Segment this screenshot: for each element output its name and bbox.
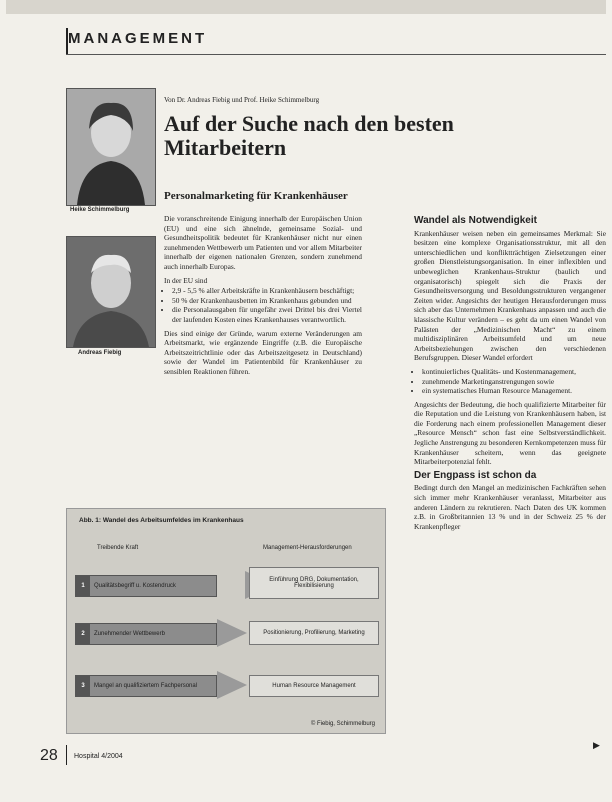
figure-number: 3 — [76, 676, 90, 696]
figure-driver-1 — [75, 575, 217, 597]
figure-title: Abb. 1: Wandel des Arbeitsumfeldes im Krankenhaus — [79, 517, 244, 524]
figure-left-header: Treibende Kraft — [97, 545, 139, 551]
figure-challenge-1: Einführung DRG, Dokumentation, Flexibilisierung — [249, 567, 379, 599]
section-heading-engpass: Der Engpass ist schon da — [414, 469, 537, 481]
figure-driver-label: Zunehmender Wettbewerb — [94, 631, 165, 637]
paragraph: Dies sind einige der Gründe, warum externe Veränderungen am Arbeitsmarkt, wie ergänzende Eingriffe (z.B. die Europäische Arbeitszeitrichtlinie oder das Arbeitszeitgesetz in Deutschland) sowie der Wandel im Patientenbild für Krankenhäuser zu sensiblen Reaktionen führen. — [164, 328, 362, 376]
paragraph: Bedingt durch den Mangel an medizinischen Fachkräften sehen sich immer mehr Krankenhäuser veranlasst, Mitarbeiter aus anderen Ländern zu rekrutieren. Nach Daten des UK kommen z.B. in Großbritannien 13 % und in der Schweiz 25 % der Krankenpfleger — [414, 483, 606, 531]
figure-credit: © Fiebig, Schimmelburg — [310, 721, 375, 727]
list-item: • zunehmende Marketinganstrengungen sowie — [422, 377, 606, 387]
figure-challenge-2: Positionierung, Profilierung, Marketing — [249, 621, 379, 645]
list-item: • ein systematisches Human Resource Management. — [422, 386, 606, 396]
page-number: 28 — [40, 747, 58, 764]
figure-number: 2 — [76, 624, 90, 644]
paragraph: In der EU sind — [164, 275, 208, 285]
portrait-man-icon — [67, 237, 155, 347]
arrow-right-icon — [217, 619, 247, 647]
section-heading-wandel: Wandel als Notwendigkeit — [414, 215, 537, 226]
byline: Von Dr. Andreas Fiebig und Prof. Heike Schimmelburg — [164, 96, 320, 104]
figure-driver-2 — [75, 623, 217, 645]
section-heading: MANAGEMENT — [68, 30, 208, 47]
text-column-2 — [414, 214, 606, 535]
author-photo-1 — [66, 88, 156, 206]
list-item: • 50 % der Krankenhausbetten im Krankenhaus gebunden und — [172, 296, 362, 306]
continue-arrow-icon: ▶ — [593, 740, 600, 750]
author-caption-2: Andreas Fiebig — [78, 350, 122, 356]
scan-top-edge — [6, 0, 606, 14]
figure-challenge-3: Human Resource Management — [249, 675, 379, 697]
figure-driver-label: Qualitätsbegriff u. Kostendruck — [94, 583, 176, 589]
paragraph: Angesichts der Bedeutung, die hoch qualifizierte Mitarbeiter für die Reputation und die Leistung von Krankenhäusern haben, ist die Forderung nach einem professionellen Management dieser „Resource Mensch“ schon fast eine Selbstverständlichkeit. Jegliche Anstrengung zu besonderen Kernkompetenzen muss für Krankenhäuser scheitern, wenn das geeignete Mitarbeiterpotenzial fehlt. — [414, 399, 606, 467]
figure-right-header: Management-Herausforderungen — [263, 545, 352, 551]
footer-rule — [66, 745, 67, 765]
paragraph: Krankenhäuser weisen neben ein gemeinsames Merkmal: Sie besitzen eine komplexe Organisationsstruktur, mit all den unterschiedlichen und konfliktträchtigen Zielsetzungen einer großen Dienstleistungsorganisation. In einer inflexiblen und unbeweglichen Krankenhaus-Struktur (baulich und organisatorisch) spiegelt sich die Praxis der Gesundheitsversorgung und Besoldungsstrukturen vergangener Zeiten wider. Angesichts der heutigen Herausforderungen muss sich aber das Unternehmen Krankenhaus anpassen und auch die klassische Kultur verändern – es geht da um einen Wandel von Palästen der „Medizinischen Macht“ zu einem multidisziplinären Arbeitsumfeld und um neue Arbeitsbeziehungen zwischen den verschiedenen Berufsgruppen. Dieser Wandel erfordert — [414, 228, 606, 363]
figure-driver-label: Mangel an qualifiziertem Fachpersonal — [94, 683, 198, 689]
article-title: Auf der Suche nach den besten Mitarbeitern — [164, 111, 454, 160]
figure-number: 1 — [76, 576, 90, 596]
article-subtitle: Personalmarketing für Krankenhäuser — [164, 190, 348, 202]
text-column-1 — [164, 214, 362, 381]
figure-box — [66, 508, 386, 734]
author-caption-1: Heike Schimmelburg — [70, 207, 130, 213]
header-divider — [66, 54, 606, 55]
arrow-right-icon — [217, 671, 247, 699]
journal-name: Hospital 4/2004 — [74, 753, 123, 760]
bullet-list — [164, 286, 362, 324]
figure-driver-3 — [75, 675, 217, 697]
portrait-woman-icon — [67, 89, 155, 205]
paragraph: Die voranschreitende Einigung innerhalb der Europäischen Union (EU) und eine sich ähnelnde, gemeinsame Sozial- und Gesundheitspolitik bedeutet für Krankenhäuser nicht nur einen zunehmenden Wettbewerb um Patienten und vor allem Mitarbeiter innerhalb der eigenen nationalen Grenzen, sondern zunehmend auch innerhalb Europas. — [164, 214, 362, 271]
list-item: • die Personalausgaben für ungefähr zwei Drittel bis drei Viertel der laufenden Kosten eines Krankenhauses verantwortlich. — [172, 305, 362, 324]
list-item: • 2,9 - 5,5 % aller Arbeitskräfte in Krankenhäusern beschäftigt; — [172, 286, 362, 296]
list-item: • kontinuierliches Qualitäts- und Kostenmanagement, — [422, 367, 606, 377]
author-photo-2 — [66, 236, 156, 348]
bullet-list — [414, 367, 606, 396]
